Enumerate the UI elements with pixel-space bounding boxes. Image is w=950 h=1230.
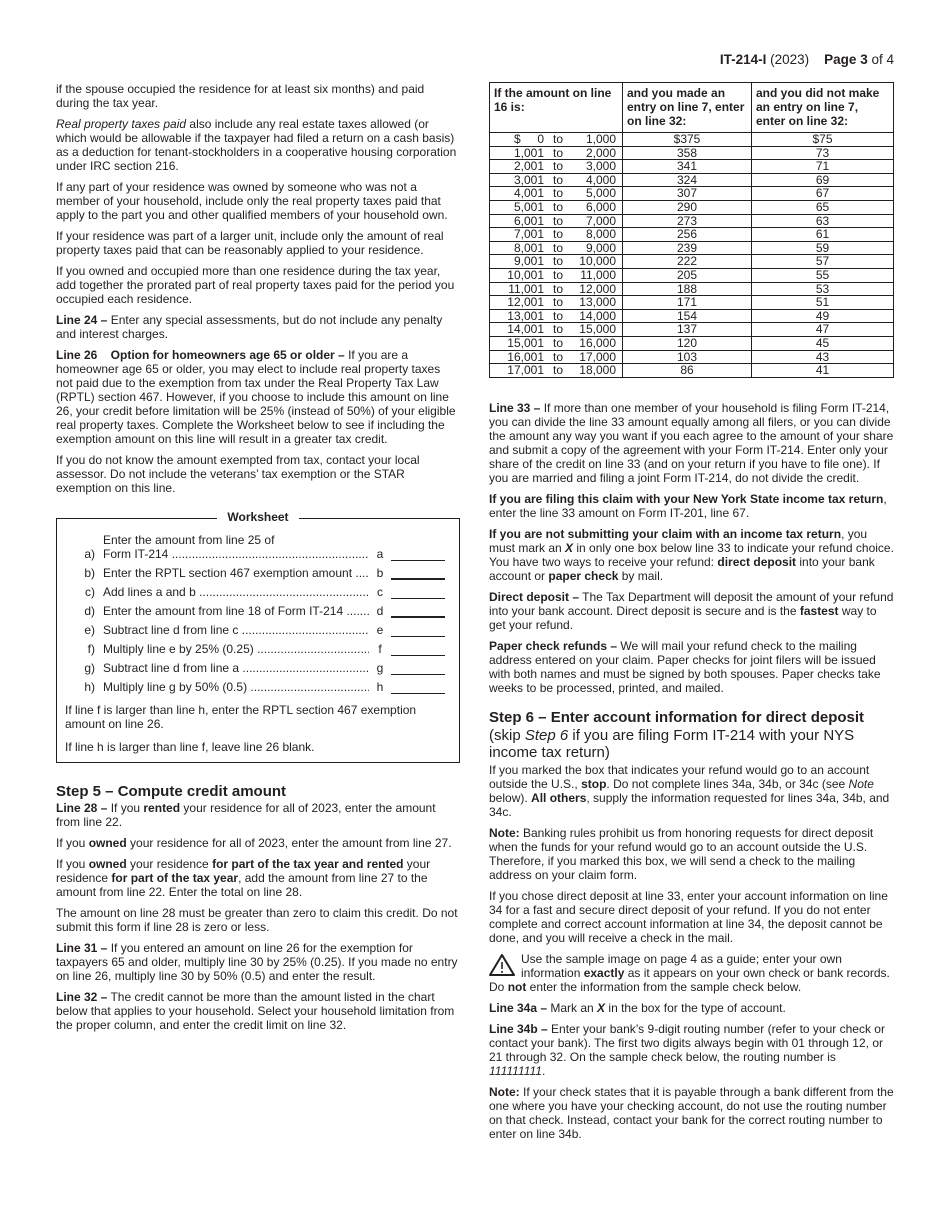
note-paragraph [489, 826, 894, 882]
text: If more than one member of your household is filing Form IT-214, you can divide the line 33 amount equally among all filers, or you can divide the amount any way you want if you each agree to the amount of your share and submit a copy of the agreement with your Form IT-214. Enter only your share of the credit on line 33 (and on your return if you have to file one). If you are married and filing a joint Form IT-214, do not divide the credit. [489, 400, 894, 485]
table-row [490, 323, 894, 337]
worksheet-row [65, 642, 445, 656]
range-low: 2,001 [513, 159, 544, 174]
text: Enter any special assessments, but do not include any penalty and interest charges. [56, 313, 443, 341]
worksheet-title: Worksheet [217, 510, 298, 524]
paragraph [56, 836, 460, 850]
limit-with-entry-cell: 120 [623, 336, 752, 350]
range-high: 4,000 [585, 172, 616, 187]
table-row [490, 309, 894, 323]
limit-with-entry-cell: 222 [623, 255, 752, 269]
income-range-cell [490, 173, 623, 187]
text: If your check states that it is payable through a bank different from the one where you have your checking account, do not use the routing number on that check. Instead, contact your bank for the correct routing number to enter on line 34b. [489, 1084, 894, 1141]
range-high: 16,000 [579, 335, 616, 350]
income-range-cell [490, 241, 623, 255]
text: not [507, 979, 527, 994]
limit-with-entry-cell: 239 [623, 241, 752, 255]
worksheet-row [65, 604, 445, 618]
text: , you must mark an [489, 526, 868, 555]
line-label: Line 28 – [56, 801, 108, 815]
income-range-cell [490, 268, 623, 282]
limit-with-entry-cell: 307 [623, 187, 752, 201]
step-5-title: Step 5 – Compute credit amount [56, 783, 287, 800]
limit-without-entry-cell: 53 [752, 282, 894, 296]
range-high: 14,000 [579, 308, 616, 323]
line-label: Line 26 Option for homeowners age 65 or older – [56, 348, 345, 362]
line-label: Note: [489, 1084, 520, 1099]
row-text [103, 585, 369, 599]
range-to: to [552, 172, 563, 187]
line-label: Line 34a – [489, 1000, 548, 1015]
row-letter: a [376, 547, 384, 561]
text: X [565, 540, 574, 555]
income-range-cell [490, 364, 623, 378]
text: paper check [548, 568, 619, 583]
limit-with-entry-cell: 324 [623, 173, 752, 187]
text: in the box for the type of account. [605, 1000, 786, 1015]
range-to: to [552, 186, 563, 201]
limit-with-entry-cell: 103 [623, 350, 752, 364]
range-to: to [552, 240, 563, 255]
limit-with-entry-cell: 86 [623, 364, 752, 378]
row-text [103, 604, 369, 618]
row-text-main: Form IT-214 ..... [103, 547, 369, 561]
income-range-cell [490, 336, 623, 350]
text: also include any real estate taxes allowed (or which would be allowable if the taxpayer had filed a return on a cash basis) as a deduction for tenant-stockholders in a cooperative housing corporation under IRC section 216. [56, 117, 457, 173]
range-high: 7,000 [585, 213, 616, 228]
limit-without-entry-cell: 73 [752, 146, 894, 160]
limit-with-entry-cell: $375 [623, 133, 752, 147]
limit-without-entry-cell: 59 [752, 241, 894, 255]
table-header-row [490, 83, 894, 133]
income-range-cell [490, 309, 623, 323]
column-header: If the amount on line 16 is: [490, 83, 623, 133]
text: exactly [583, 965, 625, 980]
range-low: 15,001 [507, 335, 544, 350]
limit-without-entry-cell: 61 [752, 228, 894, 242]
row-text-main: Subtract line d from line c ..... [103, 623, 369, 637]
limit-without-entry-cell: 55 [752, 268, 894, 282]
text: Mark an [547, 1000, 598, 1015]
range-low: 13,001 [507, 308, 544, 323]
row-letter: h [376, 680, 384, 694]
text: your residence for all of 2023, enter the amount from line 27. [126, 836, 452, 850]
limit-with-entry-cell: 341 [623, 160, 752, 174]
text: your residence [126, 857, 213, 871]
worksheet-rows [65, 533, 445, 694]
income-range-cell [490, 296, 623, 310]
range-to: to [552, 254, 563, 269]
text: if you are filing Form IT-214 with your NYS income tax return) [489, 726, 855, 761]
limit-without-entry-cell: 49 [752, 309, 894, 323]
paragraph [489, 527, 894, 583]
income-range-cell [490, 323, 623, 337]
paragraph: If your residence was part of a larger unit, include only the amount of real property taxes paid that can be reasonably applied to your residence. [56, 229, 444, 257]
page-total: of 4 [871, 52, 894, 67]
income-range-cell [490, 214, 623, 228]
limit-with-entry-cell: 273 [623, 214, 752, 228]
text: owned [88, 857, 127, 871]
entry-line-field[interactable] [391, 548, 445, 561]
limit-with-entry-cell: 358 [623, 146, 752, 160]
table-row [490, 350, 894, 364]
text: , supply the information requested for lines 34a, 34b, and 34c. [489, 790, 890, 819]
row-key: e) [84, 623, 95, 637]
row-text [103, 533, 369, 561]
text: rented [143, 801, 181, 815]
entry-line-field[interactable] [391, 662, 445, 675]
range-low: 11,001 [508, 281, 544, 296]
left-column [56, 82, 460, 1039]
direct-deposit-paragraph [489, 590, 894, 632]
text: Note [848, 776, 874, 791]
table-row [490, 146, 894, 160]
text: owned [88, 836, 127, 850]
paragraph [489, 763, 894, 819]
column-header: and you made an entry on line 7, enter on line 32: [623, 83, 752, 133]
range-high: 13,000 [579, 295, 616, 310]
table-row [490, 200, 894, 214]
text: If you [56, 836, 89, 850]
entry-line-field[interactable] [391, 604, 445, 618]
range-to: to [552, 227, 563, 242]
text: Use the sample image on page 4 as a guide; enter your own information [521, 951, 842, 980]
limit-without-entry-cell: 57 [752, 255, 894, 269]
credit-limit-table [489, 82, 894, 378]
line-label: Line 33 – [489, 400, 541, 415]
column-header: and you did not make an entry on line 7, enter on line 32: [752, 83, 894, 133]
row-text [103, 623, 369, 637]
text: for part of the tax year [111, 871, 239, 885]
limit-without-entry-cell: 41 [752, 364, 894, 378]
row-text [103, 566, 369, 580]
row-key: g) [84, 661, 95, 675]
row-letter: f [378, 642, 382, 656]
row-text-main: Enter the amount from line 18 of Form IT-214 ..... [103, 604, 369, 618]
range-to: to [552, 199, 563, 214]
table-row [490, 187, 894, 201]
text: X [597, 1000, 606, 1015]
text: fastest [799, 603, 839, 618]
text: The Tax Department will deposit the amount of your refund into your bank account. Direct deposit is secure and is the [489, 589, 894, 618]
income-range-cell [490, 200, 623, 214]
text: Banking rules prohibit us from honoring requests for direct deposit when the funds for your refund would go to an account outside the U.S. Therefore, if you marked this box, we will send a check to the mailing address on your claim form. [489, 825, 874, 882]
routing-number: 111111111 [489, 1063, 542, 1078]
table-row [490, 173, 894, 187]
row-text-main: Enter the RPTL section 467 exemption amount ..... [103, 566, 369, 580]
paragraph: If you do not know the amount exempted from tax, contact your local assessor. Do not include the veterans’ tax exemption or the STAR exemption on this line. [56, 453, 420, 495]
limit-without-entry-cell: 63 [752, 214, 894, 228]
row-text-main: Multiply line g by 50% (0.5) ..... [103, 680, 369, 694]
row-key: a) [84, 547, 95, 561]
range-to: to [552, 335, 563, 350]
page-header [720, 53, 894, 67]
entry-line-field[interactable] [391, 643, 445, 656]
income-range-cell [490, 350, 623, 364]
limit-with-entry-cell: 171 [623, 296, 752, 310]
range-high: 17,000 [579, 349, 616, 364]
worksheet-row [65, 566, 445, 580]
text: , enter the line 33 amount on Form IT-201, line 67. [489, 491, 887, 520]
worksheet [56, 510, 460, 763]
worksheet-title-wrap [57, 510, 459, 524]
row-key: b) [84, 566, 95, 580]
table-row [490, 296, 894, 310]
table-row [490, 268, 894, 282]
line-label: Line 32 – [56, 990, 108, 1004]
text: The credit cannot be more than the amount listed in the chart below that applies to your household. Select your household limitation from the proper column, and enter the credit limit on line 32. [56, 990, 455, 1032]
text: by mail. [618, 568, 664, 583]
row-text-line1: Enter the amount from line 25 of [103, 533, 275, 547]
limit-without-entry-cell: 67 [752, 187, 894, 201]
entry-line-field[interactable] [391, 624, 445, 637]
worksheet-row [65, 680, 445, 694]
warning-icon [489, 954, 515, 979]
range-to: to [552, 213, 563, 228]
range-high: 11,000 [580, 267, 616, 282]
range-high: 5,000 [585, 186, 616, 201]
range-to: to [552, 363, 563, 378]
limit-with-entry-cell: 137 [623, 323, 752, 337]
line-32-instruction [56, 990, 460, 1032]
line-33-instruction [489, 401, 894, 485]
entry-line-field[interactable] [391, 586, 445, 599]
row-letter: c [377, 585, 383, 599]
range-high: 10,000 [579, 254, 616, 269]
limit-with-entry-cell: 188 [623, 282, 752, 296]
row-text [103, 642, 369, 656]
table-row [490, 336, 894, 350]
paragraph: The amount on line 28 must be greater than zero to claim this credit. Do not submit this form if line 28 is zero or less. [56, 906, 458, 934]
limit-without-entry-cell: 47 [752, 323, 894, 337]
row-letter: e [376, 623, 384, 637]
table-row [490, 228, 894, 242]
range-high: 8,000 [585, 227, 616, 242]
row-key: d) [84, 604, 95, 618]
limit-without-entry-cell: $75 [752, 133, 894, 147]
range-high: 12,000 [579, 281, 616, 296]
text: If you are not submitting your claim with an income tax return [489, 526, 842, 541]
line-34b-instruction [489, 1022, 894, 1078]
text: , add the amount from line 27 to the amount from line 22. Enter the total on line 28. [56, 871, 428, 899]
paragraph: If you owned and occupied more than one residence during the tax year, add together the prorated part of real property taxes paid for the period you occupied each residence. [56, 264, 455, 306]
row-text [103, 661, 369, 675]
table-row [490, 160, 894, 174]
range-low: 10,001 [507, 267, 544, 282]
page-number: Page 3 [824, 52, 868, 67]
range-to: to [552, 349, 563, 364]
paragraph: If any part of your residence was owned by someone who was not a member of your household, include only the real property taxes paid that apply to the part you and other qualified members of your household own. [56, 180, 448, 222]
limit-without-entry-cell: 45 [752, 336, 894, 350]
income-range-cell [490, 255, 623, 269]
row-letter: b [376, 566, 384, 580]
range-low: 16,001 [507, 349, 544, 364]
table-row [490, 214, 894, 228]
text: . Do not complete lines 34a, 34b, or 34c (see [606, 776, 849, 791]
line-label: Note: [489, 825, 520, 840]
step-5-section [56, 783, 460, 1032]
text: stop [581, 776, 607, 791]
range-to: to [552, 159, 563, 174]
line-label: Line 24 – [56, 313, 108, 327]
table-row [490, 282, 894, 296]
text: (skip [489, 726, 525, 744]
table-row [490, 364, 894, 378]
text: below). [489, 790, 532, 805]
paragraph: if the spouse occupied the residence for at least six months) and paid during the tax year. [56, 82, 425, 110]
entry-line-field[interactable] [391, 681, 445, 694]
range-to: to [552, 145, 563, 160]
row-key: c) [85, 585, 95, 599]
text: If you marked the box that indicates your refund would go to an account outside the U.S., [489, 762, 870, 791]
range-low: 9,001 [513, 254, 544, 269]
row-text-main: Multiply line e by 25% (0.25) ..... [103, 642, 369, 656]
text: Enter your bank’s 9-digit routing number (refer to your check or contact your bank). The first two digits always begin with 01 through 12, or 21 through 32. On the sample check below, the routing number is [489, 1021, 885, 1064]
text: . [541, 1063, 546, 1078]
right-column [489, 82, 894, 1148]
table-body [490, 133, 894, 378]
limit-with-entry-cell: 154 [623, 309, 752, 323]
range-low: 12,001 [507, 295, 544, 310]
range-high: 18,000 [579, 363, 616, 378]
worksheet-row [65, 623, 445, 637]
range-to: to [552, 308, 563, 323]
paragraph: If you chose direct deposit at line 33, enter your account information on line 34 for a fast and secure direct deposit of your refund. If you do not enter complete and correct account information at line 34, the deposit cannot be done, and you will receive a check in the mail. [489, 888, 888, 945]
text: If you [107, 801, 144, 815]
range-low: 6,001 [513, 213, 544, 228]
paragraph [56, 117, 460, 173]
range-high: 1,000 [585, 132, 616, 146]
term: Real property taxes paid [56, 117, 187, 131]
limit-without-entry-cell: 71 [752, 160, 894, 174]
table-row [490, 255, 894, 269]
limit-without-entry-cell: 51 [752, 296, 894, 310]
limit-with-entry-cell: 256 [623, 228, 752, 242]
limit-with-entry-cell: 205 [623, 268, 752, 282]
entry-line-field[interactable] [391, 566, 445, 580]
text: If you are a homeowner age 65 or older, you may elect to include real property taxes not paid due to the exemption from tax under the Real Property Tax Law (RPTL) section 467. However, if you choose to include this amount on line 26, your credit before limitation will be 25% (instead of 50%) of your eligible real property taxes. Complete the Worksheet below to see if including the exemption amount on this line will result in a greater tax credit. [56, 348, 456, 446]
form-year: (2023) [770, 52, 810, 67]
worksheet-row [65, 661, 445, 675]
limit-without-entry-cell: 43 [752, 350, 894, 364]
limit-with-entry-cell: 290 [623, 200, 752, 214]
worksheet-row [65, 585, 445, 599]
step-6-title: Step 6 – Enter account information for direct deposit [489, 708, 865, 726]
form-number: IT-214-I [719, 52, 767, 67]
warning-paragraph [489, 952, 894, 994]
range-low: 14,001 [507, 322, 544, 337]
range-to: to [552, 132, 563, 146]
row-key: f) [87, 642, 95, 656]
range-high: 6,000 [585, 199, 616, 214]
text: for part of the tax year and rented [212, 857, 404, 871]
worksheet-row [65, 533, 445, 561]
range-to: to [552, 295, 563, 310]
paper-check-paragraph [489, 639, 894, 695]
income-range-cell [490, 228, 623, 242]
range-low: 8,001 [513, 240, 544, 255]
text: your residence [56, 857, 431, 885]
line-26-instruction [56, 348, 460, 446]
income-range-cell [490, 146, 623, 160]
range-to: to [552, 267, 563, 282]
text: enter the information from the sample check below. [526, 979, 802, 994]
range-low: 17,001 [507, 363, 544, 378]
line-label: Line 34b – [489, 1021, 548, 1036]
row-text [103, 680, 369, 694]
income-range-cell [490, 133, 623, 147]
worksheet-note: If line h is larger than line f, leave line 26 blank. [65, 740, 315, 754]
table-row [490, 241, 894, 255]
text: way to get your refund. [489, 603, 877, 632]
row-text-main: Add lines a and b ..... [103, 585, 369, 599]
limit-without-entry-cell: 69 [752, 173, 894, 187]
line-label: Line 31 – [56, 941, 108, 955]
step-6-section [489, 709, 894, 1141]
range-low: $ 0 [513, 132, 544, 146]
line-34a-instruction [489, 1001, 894, 1015]
text: Step 6 [524, 726, 569, 744]
range-low: 1,001 [513, 145, 544, 160]
text: direct deposit [717, 554, 797, 569]
range-high: 15,000 [579, 322, 616, 337]
line-28-instruction [56, 801, 460, 829]
range-low: 4,001 [513, 186, 544, 201]
text: All others [531, 790, 587, 805]
row-letter: d [376, 604, 384, 618]
paragraph [56, 857, 460, 899]
text: as it appears on your own check or bank records. Do [489, 965, 890, 994]
income-range-cell [490, 160, 623, 174]
text: If you entered an amount on line 26 for the exemption for taxpayers 65 and older, multiply line 30 by 25% (0.25). If you made no entry on line 26, multiply line 30 by 50% (0.5) and enter the result. [56, 941, 458, 983]
note-paragraph [489, 1085, 894, 1141]
table-row [490, 133, 894, 147]
range-low: 7,001 [513, 227, 544, 242]
range-low: 5,001 [513, 199, 544, 214]
line-label: Paper check refunds – [489, 638, 618, 653]
row-text-main: Subtract line d from line a ..... [103, 661, 369, 675]
text: in only one box below line 33 to indicate your refund choice. You have two ways to receive your refund: [489, 540, 894, 569]
range-high: 3,000 [585, 159, 616, 174]
text: If you are filing this claim with your New York State income tax return [489, 491, 884, 506]
text: your residence for all of 2023, enter the amount from line 22. [56, 801, 436, 829]
line-24-instruction [56, 313, 460, 341]
income-range-cell [490, 187, 623, 201]
range-high: 2,000 [585, 145, 616, 160]
worksheet-note: If line f is larger than line h, enter the RPTL section 467 exemption amount on line 26. [65, 703, 417, 731]
paragraph [489, 492, 894, 520]
range-to: to [552, 322, 563, 337]
step-6-subtitle [489, 727, 894, 761]
text: We will mail your refund check to the mailing address entered on your claim. Paper checks for joint filers will be issued with both names and must be signed by both spouses. Paper checks take weeks to be processed, printed, and mailed. [489, 638, 881, 695]
line-31-instruction [56, 941, 460, 983]
range-high: 9,000 [585, 240, 616, 255]
range-to: to [552, 281, 563, 296]
limit-without-entry-cell: 65 [752, 200, 894, 214]
text: into your bank account or [489, 554, 875, 583]
row-letter: g [376, 661, 384, 675]
row-key: h) [84, 680, 95, 694]
line-label: Direct deposit – [489, 589, 580, 604]
text: If you [56, 857, 89, 871]
range-low: 3,001 [513, 172, 544, 187]
income-range-cell [490, 282, 623, 296]
